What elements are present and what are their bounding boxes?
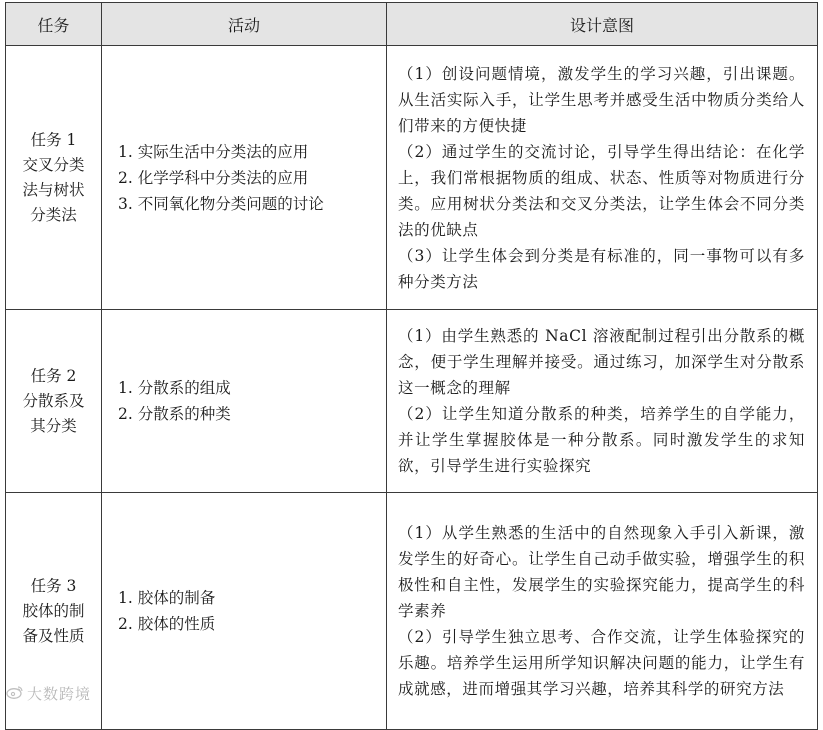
- task-line: 备及性质: [22, 626, 85, 645]
- task-line: 任务 3: [30, 576, 77, 595]
- header-activity: 活动: [102, 3, 387, 46]
- watermark: [6, 683, 91, 704]
- activity-item: 2. 胶体的性质: [118, 615, 216, 633]
- table-row: [6, 310, 818, 493]
- activity-item: 2. 分散系的种类: [118, 405, 231, 423]
- intent-paragraph: （1）由学生熟悉的 NaCl 溶液配制过程引出分散系的概念，便于学生理解并接受。通过练习，加深学生对分散系这一概念的理解: [398, 327, 805, 397]
- task-line: 法与树状: [22, 180, 85, 199]
- intent-paragraph: （2）引导学生独立思考、合作交流，让学生体验探究的乐趣。培养学生运用所学知识解决问题的能力，让学生有成就感，进而增强其学习兴趣，培养其科学的研究方法: [398, 628, 805, 698]
- intent-paragraph: （2）让学生知道分散系的种类，培养学生的自学能力，并让学生掌握胶体是一种分散系。同时激发学生的求知欲，引导学生进行实验探究: [398, 405, 805, 475]
- activity-item: 3. 不同氧化物分类问题的讨论: [118, 194, 324, 213]
- table-row: [6, 46, 818, 310]
- intent-cell: [387, 493, 818, 730]
- intent-cell: [387, 46, 818, 310]
- activity-item: 1. 实际生活中分类法的应用: [118, 142, 309, 161]
- intent-paragraph: （3）让学生体会到分类是有标准的，同一事物可以有多种分类方法: [398, 246, 805, 291]
- task-line: 交叉分类: [22, 155, 85, 174]
- activity-item: 2. 化学学科中分类法的应用: [118, 168, 309, 187]
- task-cell: [6, 310, 102, 493]
- lesson-design-table: [5, 2, 818, 730]
- task-line: 任务 1: [30, 130, 77, 149]
- activity-cell: [102, 46, 387, 310]
- activity-item: 1. 分散系的组成: [118, 379, 231, 397]
- header-design-intent: 设计意图: [387, 3, 818, 46]
- task-line: 分散系及: [22, 391, 85, 410]
- task-cell: [6, 46, 102, 310]
- activity-item: 1. 胶体的制备: [118, 589, 216, 607]
- intent-paragraph: （1）从学生熟悉的生活中的自然现象入手引入新课，激发学生的好奇心。让学生自己动手做实验，增强学生的积极性和自主性，发展学生的实验探究能力，提高学生的科学素养: [398, 524, 805, 620]
- task-line: 胶体的制: [22, 601, 85, 620]
- intent-paragraph: （2）通过学生的交流讨论，引导学生得出结论：在化学上，我们常根据物质的组成、状态、性质等对物质进行分类。应用树状分类法和交叉分类法，让学生体会不同分类法的优缺点: [398, 142, 805, 239]
- header-task: 任务: [6, 3, 102, 46]
- task-line: 分类法: [30, 205, 77, 224]
- activity-cell: [102, 493, 387, 730]
- intent-paragraph: （1）创设问题情境，激发学生的学习兴趣，引出课题。从生活实际入手，让学生思考并感受生活中物质分类给人们带来的方便快捷: [398, 64, 805, 135]
- task-line: 任务 2: [30, 366, 77, 385]
- task-line: 其分类: [30, 416, 77, 435]
- activity-cell: [102, 310, 387, 493]
- intent-cell: [387, 310, 818, 493]
- watermark-text: 大数跨境: [27, 685, 92, 703]
- weibo-icon: [6, 685, 24, 703]
- table-row: [6, 493, 818, 730]
- table-header-row: [6, 3, 818, 46]
